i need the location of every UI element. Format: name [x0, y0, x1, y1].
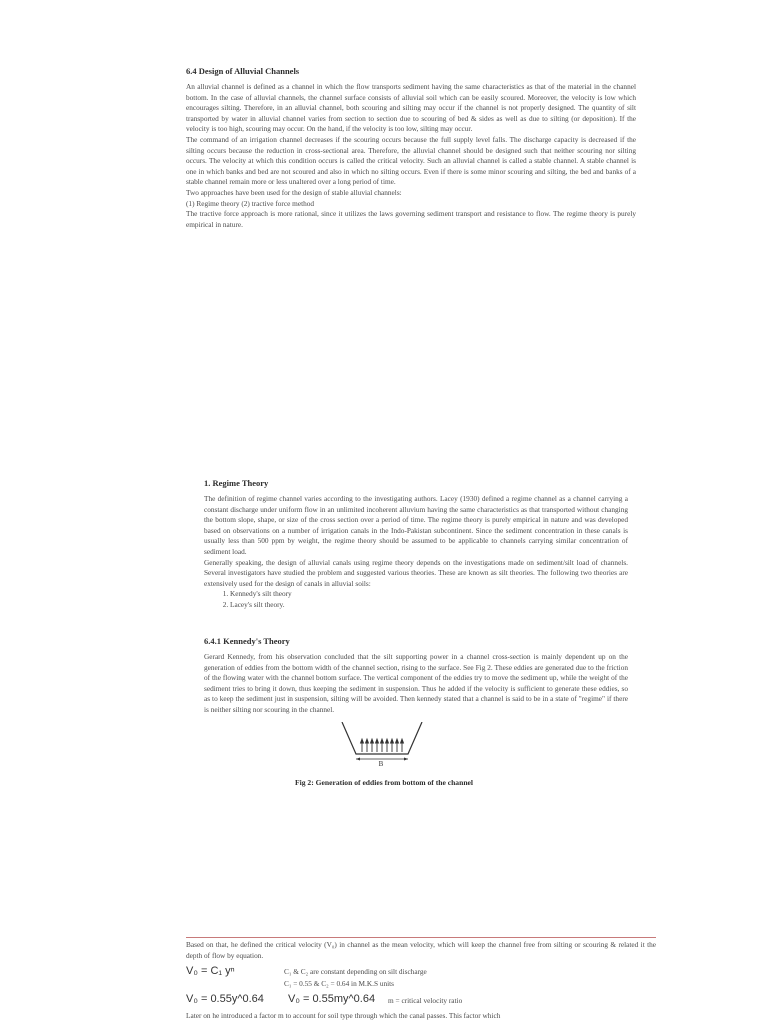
paragraph: Gerard Kennedy, from his observation concluded that the silt supporting power in a channel cross-section is mainly dependent up on the generation of eddies from the bottom width of the channel section, rising to the surface. See Fig 2. These eddies are generated due to the friction of the flowing water with the channel bottom surface. The vertical component of the eddies try to move the sediment up, while the weight of the sediment tries to bring it down, thus keeping the sediment in suspension. Thus he added if the velocity is sufficient to generate these eddies, so as to keep the sediment just in suspension, silting will be avoided. Then kennedy stated that a channel is said to be in a state of "regime" if there is neither silting nor scouring in the channel. [204, 652, 628, 714]
paragraph: An alluvial channel is defined as a channel in which the flow transports sediment having the same characteristics as that of the material in the channel bottom. In the case of alluvial channels, the channel surface consists of alluvial soil which can be easily scoured. Moreover, the velocity is low which encourages silting. Therefore, in an alluvial channel, both scouring and silting may occur if the channel is not properly designed. The quantity of silt transported by water in alluvial channel varies from section to section due to scouring of bed & sides as well as due to silting (or deposition). If the velocity is too high, scouring may occur. On the hand, if the velocity is too low, silting may occur. [186, 82, 636, 134]
paragraph: The command of an irrigation channel decreases if the scouring occurs because the full supply level falls. The discharge capacity is decreased if the silting occurs because the reduction in cross-sectional area. Therefore, the alluvial channel should be designed such that neither scouring nor silting occurs. The velocity at which this condition occurs is called the critical velocity. Such an alluvial channel is called a stable channel. A stable channel is one in which banks and bed are not scoured and also in which no silting occurs. Even if there is some minor scouring and silting, the bed and banks of a stable channel remain more or less unaltered over a long period of time. [186, 134, 636, 187]
section-title: 1. Regime Theory [204, 478, 269, 488]
paragraph: Later on he introduced a factor m to account for soil type through which the canal passes. This factor which [186, 1011, 501, 1020]
paragraph: Two approaches have been used for the design of stable alluvial channels: [186, 187, 402, 197]
section-title: 6.4 Design of Alluvial Channels [186, 66, 300, 76]
equation-row-1 [186, 965, 235, 977]
equation-critical-velocity: V₀ = C₁ yⁿ [186, 965, 235, 977]
closing-line [186, 1011, 656, 1022]
section-critical-velocity [186, 940, 656, 961]
equation-kennedy-m: V₀ = 0.55my^0.64 [288, 993, 376, 1005]
width-label: B [378, 760, 384, 768]
equation-note: m = critical velocity ratio [388, 996, 463, 1005]
equation-row-3 [288, 993, 375, 1005]
silt-theory-list [204, 589, 628, 610]
paragraph: The definition of regime channel varies according to the investigating authors. Lacey (1930) defined a regime channel as a channel carrying a constant discharge under uniform flow in an unlimited incoherent alluvium having the same characteristics as that transported without changing the bottom slope, shape, or size of the cross section over a period of time. The regime theory is purely empirical in nature and was developed based on observations on a number of irrigation canals in the Indo-Pakistan subcontinent. Since the sediment concentration in these canals is usually less than 500 ppm by weight, the regime theory should be assumed to be applicable to channels carrying similar concentration of sediment load. [204, 494, 628, 556]
section-kennedy-theory [204, 636, 628, 716]
paragraph: Based on that, he defined the critical velocity (V₀) in channel as the mean velocity, which will keep the channel free from silting or scouring & related it the depth of flow by equation. [186, 940, 656, 960]
section-design-alluvial [186, 66, 636, 230]
equation-note: C₁ = 0.55 & C₂ = 0.64 in M.K.S units [284, 979, 395, 988]
divider [186, 937, 656, 938]
list-item: 1. Kennedy's silt theory [230, 589, 628, 600]
figure-caption: Fig 2: Generation of eddies from bottom of the channel [294, 778, 474, 787]
paragraph: (1) Regime theory (2) tractive force method [186, 198, 315, 208]
figure-eddies [336, 722, 426, 770]
paragraph: The tractive force approach is more rational, since it utilizes the laws governing sediment transport and resistance to flow. The regime theory is purely empirical in nature. [186, 209, 636, 229]
equation-row-2 [186, 993, 264, 1005]
list-item: 2. Lacey's silt theory. [230, 600, 628, 611]
equation-note: C₁ & C₂ are constant depending on silt discharge [284, 967, 427, 976]
section-regime-theory [204, 478, 628, 611]
section-title: 6.4.1 Kennedy's Theory [204, 636, 290, 646]
equation-kennedy: V₀ = 0.55y^0.64 [186, 993, 264, 1005]
paragraph: Generally speaking, the design of alluvial canals using regime theory depends on the investigations made on sediment/silt load of channels. Several investigators have studied the problem and suggested various theories. These are known as silt theories. The following two theories are extensively used for the design of canals in alluvial soils: [204, 557, 628, 588]
